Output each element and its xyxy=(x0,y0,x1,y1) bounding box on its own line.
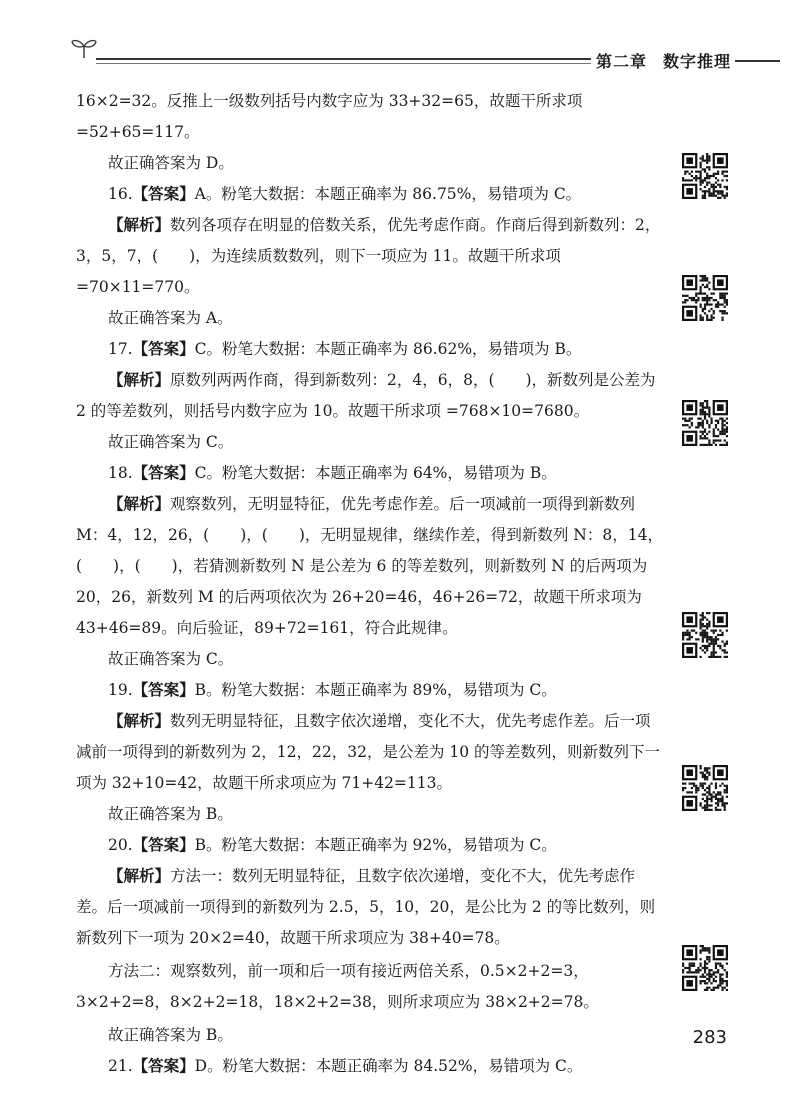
page-number: 283 xyxy=(692,1027,727,1048)
qr-code-icon[interactable] xyxy=(682,400,728,446)
header-rule-right xyxy=(735,60,780,62)
analysis-tag: 【解析】 xyxy=(108,216,171,234)
answer-tag: 【答案】 xyxy=(132,340,195,358)
answer-line: 16.【答案】A。粉笔大数据：本题正确率为 86.75%，易错项为 C。 xyxy=(108,185,582,203)
answer-tag: 【答案】 xyxy=(132,681,195,699)
qr-code-icon[interactable] xyxy=(682,612,728,658)
sprout-icon xyxy=(70,36,98,60)
analysis-paragraph: 【解析】方法一：数列无明显特征，且数字依次递增，变化不大，优先考虑作差。后一项减前一项得到的新数列为 2.5，5，10，20，是公比为 2 的等比数列，则新数列下一项为 20×2=40，故题干所求项应为 38+40=78。 xyxy=(76,867,656,947)
answer-tag: 【答案】 xyxy=(132,1057,195,1075)
section-title: 数字推理 xyxy=(663,52,732,71)
analysis-paragraph: 【解析】原数列两两作商，得到新数列：2，4，6，8，( )，新数列是公差为 2 的等差数列，则括号内数字应为 10。故题干所求项 =768×10=7680。 xyxy=(76,371,656,420)
paragraph: 方法二：观察数列，前一项和后一项有接近两倍关系，0.5×2+2=3，3×2+2=8，8×2+2=18，18×2+2=38，则所求项应为 38×2+2=78。 xyxy=(76,962,599,1011)
answer-tag: 【答案】 xyxy=(132,464,195,482)
qr-code-icon[interactable] xyxy=(682,945,728,991)
question-number: 18. xyxy=(108,464,133,482)
analysis-paragraph: 【解析】数列无明显特征，且数字依次递增，变化不大，优先考虑作差。后一项减前一项得到的新数列为 2，12，22，32，是公差为 10 的等差数列，则新数列下一项为 32+10=42，故题干所求项应为 71+42=113。 xyxy=(76,712,661,792)
question-number: 17. xyxy=(108,340,133,358)
answer-tag: 【答案】 xyxy=(132,185,195,203)
analysis-paragraph: 【解析】数列各项存在明显的倍数关系，优先考虑作商。作商后得到新数列：2，3，5，7，( )，为连续质数数列，则下一项应为 11。故题干所求项 =70×11=770。 xyxy=(76,216,661,296)
paragraph: 故正确答案为 D。 xyxy=(108,154,234,172)
paragraph: 故正确答案为 B。 xyxy=(108,805,233,823)
analysis-tag: 【解析】 xyxy=(108,371,171,389)
answer-tag: 【答案】 xyxy=(132,836,195,854)
page-body xyxy=(76,86,666,1082)
analysis-tag: 【解析】 xyxy=(108,867,171,885)
page-header xyxy=(0,0,800,80)
answer-line: 18.【答案】C。粉笔大数据：本题正确率为 64%，易错项为 B。 xyxy=(108,464,557,482)
qr-code-icon[interactable] xyxy=(682,765,728,811)
header-rule xyxy=(96,58,591,60)
paragraph: 16×2=32。反推上一级数列括号内数字应为 33+32=65，故题干所求项 =52+65=117。 xyxy=(76,92,583,141)
answer-line: 19.【答案】B。粉笔大数据：本题正确率为 89%，易错项为 C。 xyxy=(108,681,557,699)
question-number: 16. xyxy=(108,185,133,203)
chapter-label: 第二章 xyxy=(596,52,648,71)
analysis-paragraph: 【解析】观察数列，无明显特征，优先考虑作差。后一项减前一项得到新数列 M：4，12，26，( )，( )，无明显规律，继续作差，得到新数列 N：8，14，( )，( )，若猜测新数列 N 是公差为 6 的等差数列，则新数列 N 的后两项为 20，26，新数列 M 的后两项依次为 26+20=46，46+26=72，故题干所求项为 43+46=89。向后验证，89+72=161，符合此规律。 xyxy=(76,495,663,637)
paragraph: 故正确答案为 A。 xyxy=(108,309,233,327)
analysis-tag: 【解析】 xyxy=(108,495,171,513)
paragraph: 故正确答案为 C。 xyxy=(108,650,234,668)
question-number: 19. xyxy=(108,681,133,699)
paragraph: 故正确答案为 B。 xyxy=(108,1026,233,1044)
answer-line: 17.【答案】C。粉笔大数据：本题正确率为 86.62%，易错项为 B。 xyxy=(108,340,582,358)
question-number: 21. xyxy=(108,1057,133,1075)
question-number: 20. xyxy=(108,836,133,854)
header-rule-thin xyxy=(96,63,591,64)
answer-line: 20.【答案】B。粉笔大数据：本题正确率为 92%，易错项为 C。 xyxy=(108,836,557,854)
analysis-tag: 【解析】 xyxy=(108,712,171,730)
qr-code-icon[interactable] xyxy=(682,153,728,199)
answer-line: 21.【答案】D。粉笔大数据：本题正确率为 84.52%，易错项为 C。 xyxy=(108,1057,583,1075)
qr-code-icon[interactable] xyxy=(682,275,728,321)
paragraph: 故正确答案为 C。 xyxy=(108,433,234,451)
